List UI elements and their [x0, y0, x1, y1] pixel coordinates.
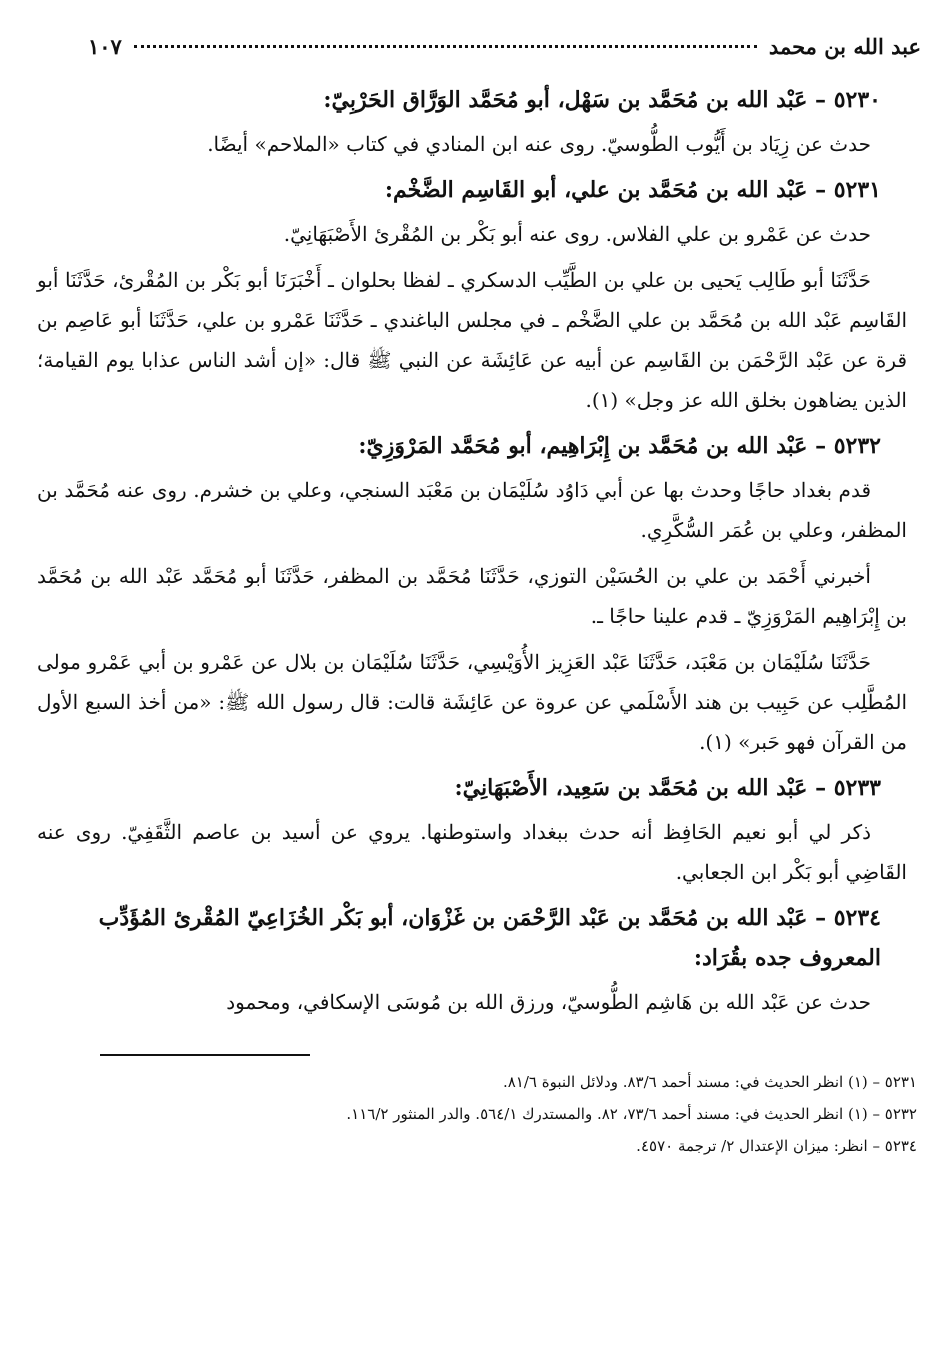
entry-paragraph: ذكر لي أبو نعيم الحَافِظ أنه حدث ببغداد واستوطنها. يروي عن أسيد بن عاصم الثَّقَفِيّ. روى عنه القَاضِي أبو بَكْر ابن الجعابي.: [37, 820, 907, 884]
entry-heading: ٥٢٣٣ – عَبْد الله بن مُحَمَّد بن سَعِيد، الأَصْبَهَانِيّ:: [454, 775, 881, 801]
entry-heading: ٥٢٣٤ – عَبْد الله بن مُحَمَّد بن عَبْد الرَّحْمَن بن غَزْوَان، أبو بَكْر الخُزَاعِيّ المُقْرئ المُؤَدِّب المعروف جده بقُرَاد:: [98, 905, 881, 971]
entry-5230: [100, 80, 881, 164]
entry-paragraph: حدث عن عَمْرو بن علي الفلاس. روى عنه أبو بَكْر بن المُقْرئ الأَصْبَهَانِيّ.: [283, 222, 871, 246]
running-header: [88, 34, 921, 78]
footnote: ٥٢٣٢ – (١) انظر الحديث في: مسند أحمد ٧٣/٦، ٨٢. والمستدرك ٥٦٤/١. والدر المنثور ١١٦/٢.: [346, 1105, 917, 1123]
header-dot-leader: [134, 45, 757, 48]
entry-paragraph: قدم بغداد حاجًا وحدث بها عن أبي دَاوُد سُلَيْمَان بن مَعْبَد السنجي، وعلي بن خشرم. روى عنه مُحَمَّد بن المظفر، وعلي بن عُمَر السُّكَّرِي.: [37, 478, 907, 542]
entry-heading: ٥٢٣٢ – عَبْد الله بن مُحَمَّد بن إِبْرَاهِيم، أبو مُحَمَّد المَرْوَزِيّ:: [358, 433, 881, 459]
footnote: ٥٢٣٤ – انظر: ميزان الإعتدال ٢/ ترجمة ٤٥٧٠.: [636, 1137, 917, 1155]
running-title: عبد الله بن محمد: [768, 34, 921, 59]
entry-heading: ٥٢٣١ – عَبْد الله بن مُحَمَّد بن علي، أبو القَاسِم الضَّخْم:: [384, 177, 881, 203]
entry-heading: ٥٢٣٠ – عَبْد الله بن مُحَمَّد بن سَهْل، أبو مُحَمَّد الوَرَّاق الحَرْبِيّ:: [323, 87, 881, 113]
entry-5231: [37, 170, 908, 420]
entry-paragraph: حدث عن زِيَاد بن أَيُّوب الطُّوسيّ. روى عنه ابن المنادي في كتاب «الملاحم» أيضًا.: [207, 132, 871, 156]
entry-5233: [37, 768, 907, 892]
entry-5234: [98, 898, 881, 1022]
page-number: ١٠٧: [88, 34, 122, 59]
entry-paragraph: حَدَّثَنَا أبو طَالِب يَحيى بن علي بن الطَّيِّب الدسكري ـ لفظا بحلوان ـ أَخْبَرَنَا أبو بَكْر بن المُقْرئ، حَدَّثَنَا أبو القَاسِم عَبْد الله بن مُحَمَّد بن علي الضَّخْم ـ في مجلس الباغندي ـ حَدَّثَنَا عَمْرو بن علي، حَدَّثَنَا أبو عَاصِم بن قرة عن عَبْد الرَّحْمَن بن القَاسِم عن أبيه عن عَائِشَة عن النبي ﷺ قال: «إن أشد الناس عذابا يوم القيامة؛ الذين يضاهون بخلق الله عز وجل» (١).: [37, 268, 908, 412]
footnote: ٥٢٣١ – (١) انظر الحديث في: مسند أحمد ٨٣/٦. ودلائل النبوة ٨١/٦.: [502, 1073, 917, 1091]
footnote-rule: [100, 1054, 310, 1056]
entry-5232: [37, 426, 907, 762]
entry-paragraph: أخبرني أَحْمَد بن علي بن الحُسَيْن التوزي، حَدَّثَنَا مُحَمَّد بن المظفر، حَدَّثَنَا أبو مُحَمَّد عَبْد الله بن مُحَمَّد بن إِبْرَاهِيم المَرْوَزِيّ ـ قدم علينا حاجًا ـ.: [37, 564, 907, 628]
entry-paragraph: حَدَّثَنَا سُلَيْمَان بن مَعْبَد، حَدَّثَنَا عَبْد العَزِيز الأُوَيْسِي، حَدَّثَنَا سُلَيْمَان بن بلال عن عَمْرو بن أبي عَمْرو مولى المُطَّلِب عن حَبِيب بن هند الأَسْلَمي عن عروة عن عَائِشَة قالت: قال رسول الله ﷺ: «من أخذ السبع الأول من القرآن فهو حَبر» (١).: [37, 650, 907, 754]
footnotes: [60, 1066, 917, 1162]
entry-paragraph: حدث عن عَبْد الله بن هَاشِم الطُّوسيّ، ورزق الله بن مُوسَى الإسكافي، ومحمود: [226, 990, 871, 1014]
